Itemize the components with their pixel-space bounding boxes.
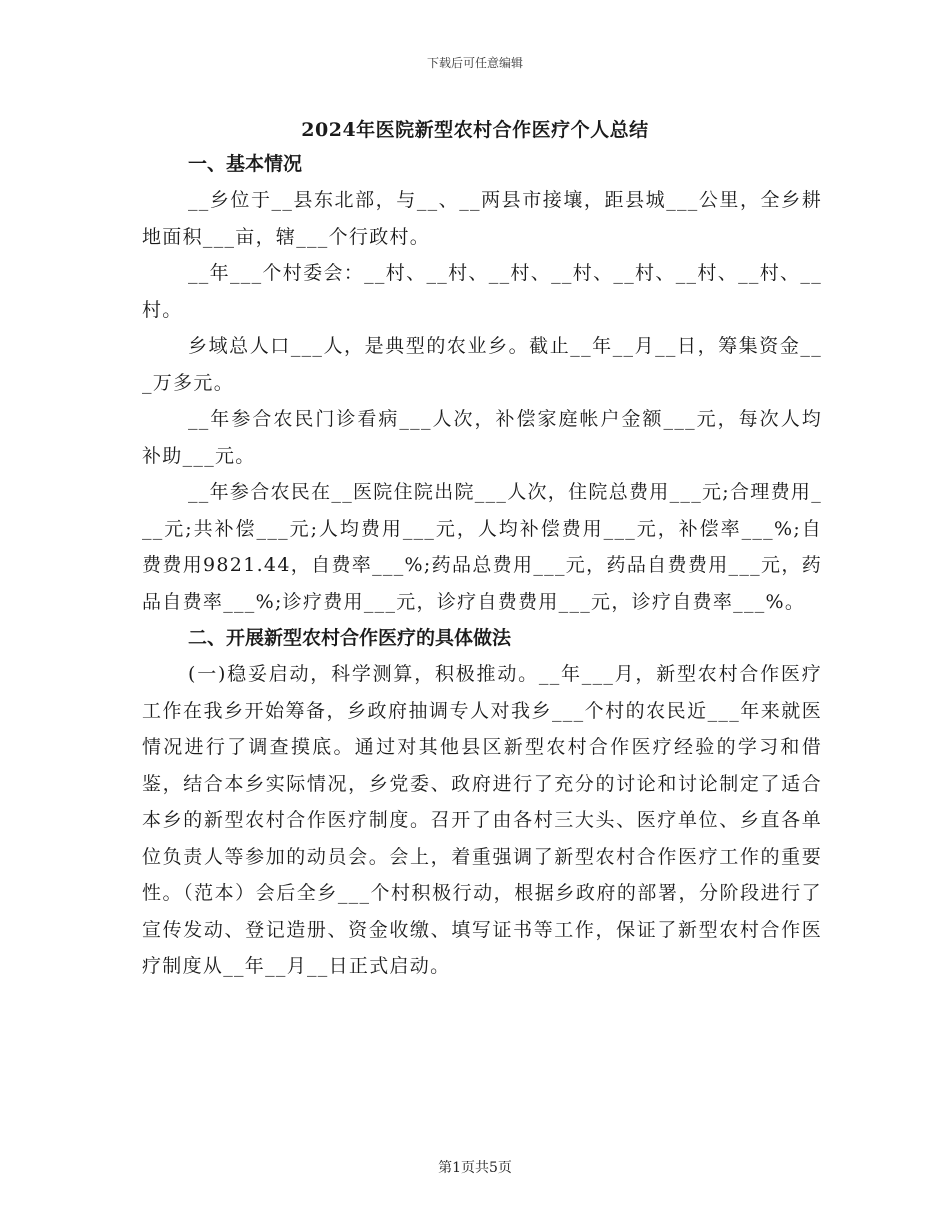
document-title: 2024年医院新型农村合作医疗个人总结 [301, 119, 649, 141]
section-specific-practices [142, 620, 822, 985]
paragraph: __年参合农民门诊看病___人次，补偿家庭帐户金额___元，每次人均补助___元。 [142, 408, 822, 467]
paragraph: (一)稳妥启动，科学测算，积极推动。__年___月，新型农村合作医疗工作在我乡开始筹备，乡政府抽调专人对我乡___个村的农民近___年来就医情况进行了调查摸底。通过对其他县区新型农村合作医疗经验的学习和借鉴，结合本乡实际情况，乡党委、政府进行了充分的讨论和讨论制定了适合本乡的新型农村合作医疗制度。召开了由各村三大头、医疗单位、乡直各单位负责人等参加的动员会。会上，着重强调了新型农村合作医疗工作的重要性。（范本）会后全乡___个村积极行动，根据乡政府的部署，分阶段进行了宣传发动、登记造册、资金收缴、填写证书等工作，保证了新型农村合作医疗制度从__年__月__日正式启动。 [142, 663, 822, 977]
section-heading: 一、基本情况 [188, 153, 303, 175]
paragraph: 乡域总人口___人，是典型的农业乡。截止__年__月__日，筹集资金___万多元。 [142, 335, 822, 394]
section-heading: 二、开展新型农村合作医疗的具体做法 [188, 627, 512, 649]
document-body [142, 146, 822, 985]
header-note: 下载后可任意编辑 [426, 56, 523, 70]
paragraph: __年___个村委会：__村、__村、__村、__村、__村、__村、__村、__村。 [142, 262, 822, 321]
paragraph: __年参合农民在__医院住院出院___人次，住院总费用___元;合理费用___元;共补偿___元;人均费用___元，人均补偿费用___元，补偿率___%;自费费用9821.44，自费率___%;药品总费用___元，药品自费费用___元，药品自费率___%;诊疗费用___元，诊疗自费费用___元，诊疗自费率___%。 [142, 481, 823, 613]
section-basic-situation [142, 146, 822, 620]
page-number: 第1页共5页 [438, 1160, 512, 1176]
paragraph: __乡位于__县东北部，与__、__两县市接壤，距县城___公里，全乡耕地面积___亩，辖___个行政村。 [142, 189, 822, 248]
